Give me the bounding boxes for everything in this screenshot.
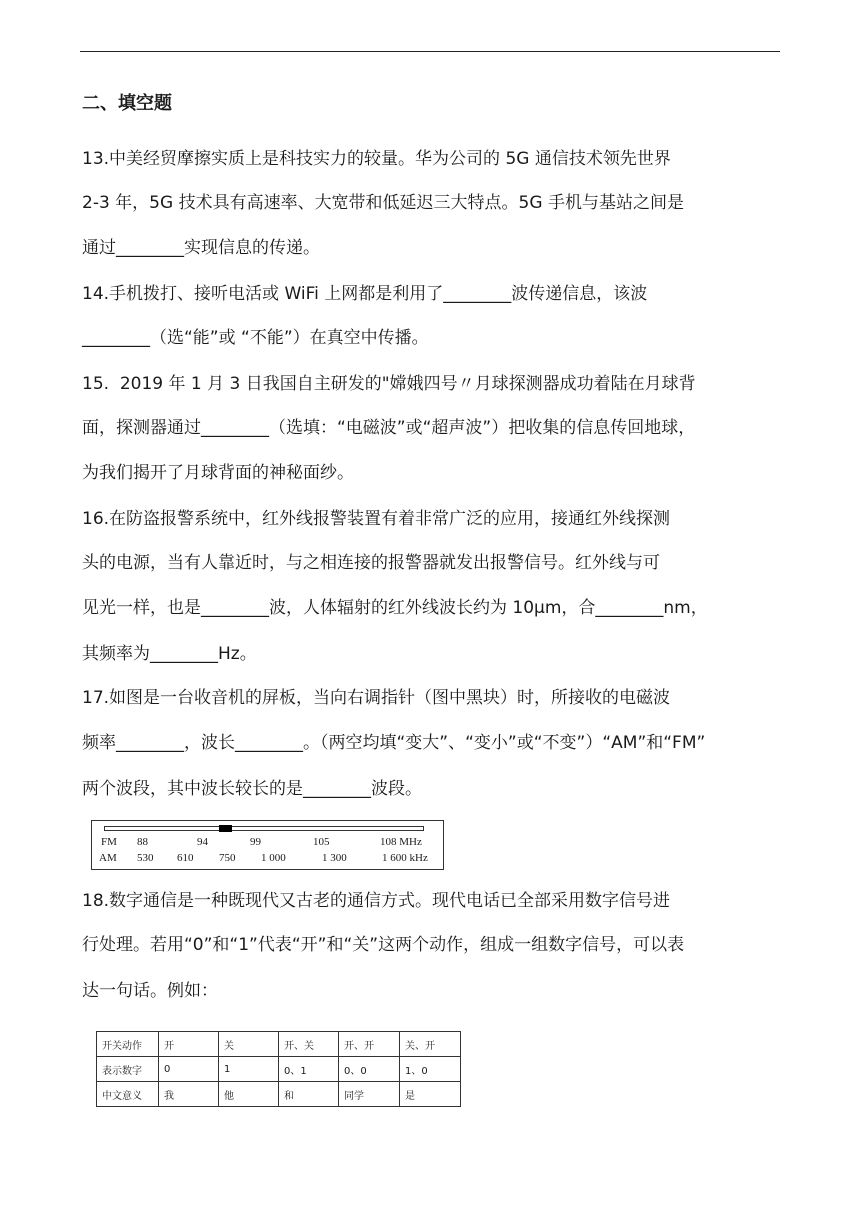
am-tick: 1 300	[322, 852, 347, 864]
question-line: 通过________实现信息的传递。	[82, 238, 320, 258]
table-cell: 表示数字	[97, 1057, 159, 1082]
radio-dial-figure	[91, 820, 444, 870]
fm-tick: 108 MHz	[380, 836, 422, 848]
table-row	[97, 1082, 461, 1107]
question-line: 见光一样，也是________波，人体辐射的红外线波长约为 10μm，合________nm，	[82, 598, 708, 618]
table-cell: 我	[159, 1082, 219, 1107]
question-line: 14.手机拨打、接听电活或 WiFi 上网都是利用了________波传递信息，该波	[82, 284, 648, 304]
question-line: 行处理。若用“0”和“1”代表“开”和“关”这两个动作，组成一组数字信号，可以表	[82, 935, 685, 955]
table-cell: 开关动作	[97, 1032, 159, 1057]
question-line: 2-3 年，5G 技术具有高速率、大宽带和低延迟三大特点。5G 手机与基站之间是	[82, 193, 684, 213]
table-cell: 0	[159, 1057, 219, 1082]
fm-band-label: FM	[101, 836, 117, 848]
am-band-label: AM	[99, 852, 117, 864]
table-cell: 1	[219, 1057, 279, 1082]
am-tick: 1 000	[261, 852, 286, 864]
question-line: 两个波段，其中波长较长的是________波段。	[82, 779, 422, 799]
table-cell: 0、0	[339, 1057, 400, 1082]
header-rule	[80, 51, 780, 52]
fm-tick: 105	[313, 836, 330, 848]
table-cell: 同学	[339, 1082, 400, 1107]
am-tick: 610	[177, 852, 194, 864]
table-cell: 是	[400, 1082, 461, 1107]
section-title: 二、填空题	[82, 93, 172, 114]
question-line: 17.如图是一台收音机的屏板，当向右调指针（图中黑块）时，所接收的电磁波	[82, 688, 671, 708]
code-table	[96, 1031, 461, 1107]
question-line: ________（选“能”或 “不能”）在真空中传播。	[82, 328, 429, 348]
table-cell: 开	[159, 1032, 219, 1057]
table-cell: 关、开	[400, 1032, 461, 1057]
table-cell: 1、0	[400, 1057, 461, 1082]
dial-pointer	[219, 825, 232, 832]
table-row	[97, 1057, 461, 1082]
question-line: 频率________，波长________。（两空均填“变大”、“变小”或“不变”）“AM”和“FM”	[82, 733, 706, 753]
question-line: 15. 2019 年 1 月 3 日我国自主研发的"嫦娥四号〃月球探测器成功着陆在月球背	[82, 374, 696, 394]
table-cell: 他	[219, 1082, 279, 1107]
fm-tick: 94	[197, 836, 208, 848]
table-cell: 开、开	[339, 1032, 400, 1057]
question-line: 达一句话。例如：	[82, 981, 218, 1001]
table-cell: 0、1	[279, 1057, 339, 1082]
table-cell: 开、关	[279, 1032, 339, 1057]
question-line: 头的电源，当有人靠近时，与之相连接的报警器就发出报警信号。红外线与可	[82, 553, 660, 573]
am-tick: 1 600 kHz	[382, 852, 428, 864]
am-tick: 530	[137, 852, 154, 864]
table-cell: 和	[279, 1082, 339, 1107]
table-cell: 关	[219, 1032, 279, 1057]
table-row	[97, 1032, 461, 1057]
question-line: 为我们揭开了月球背面的神秘面纱。	[82, 463, 354, 483]
question-line: 16.在防盗报警系统中，红外线报警装置有着非常广泛的应用，接通红外线探测	[82, 509, 671, 529]
table-cell: 中文意义	[97, 1082, 159, 1107]
question-line: 13.中美经贸摩擦实质上是科技实力的较量。华为公司的 5G 通信技术领先世界	[82, 149, 671, 169]
fm-tick: 99	[250, 836, 261, 848]
question-line: 18.数字通信是一种既现代又古老的通信方式。现代电话已全部采用数字信号进	[82, 891, 671, 911]
question-line: 面，探测器通过________（选填：“电磁波”或“超声波”）把收集的信息传回地球，	[82, 418, 696, 438]
dial-track	[104, 826, 424, 831]
am-tick: 750	[219, 852, 236, 864]
fm-tick: 88	[137, 836, 148, 848]
question-line: 其频率为________Hz。	[82, 644, 257, 664]
